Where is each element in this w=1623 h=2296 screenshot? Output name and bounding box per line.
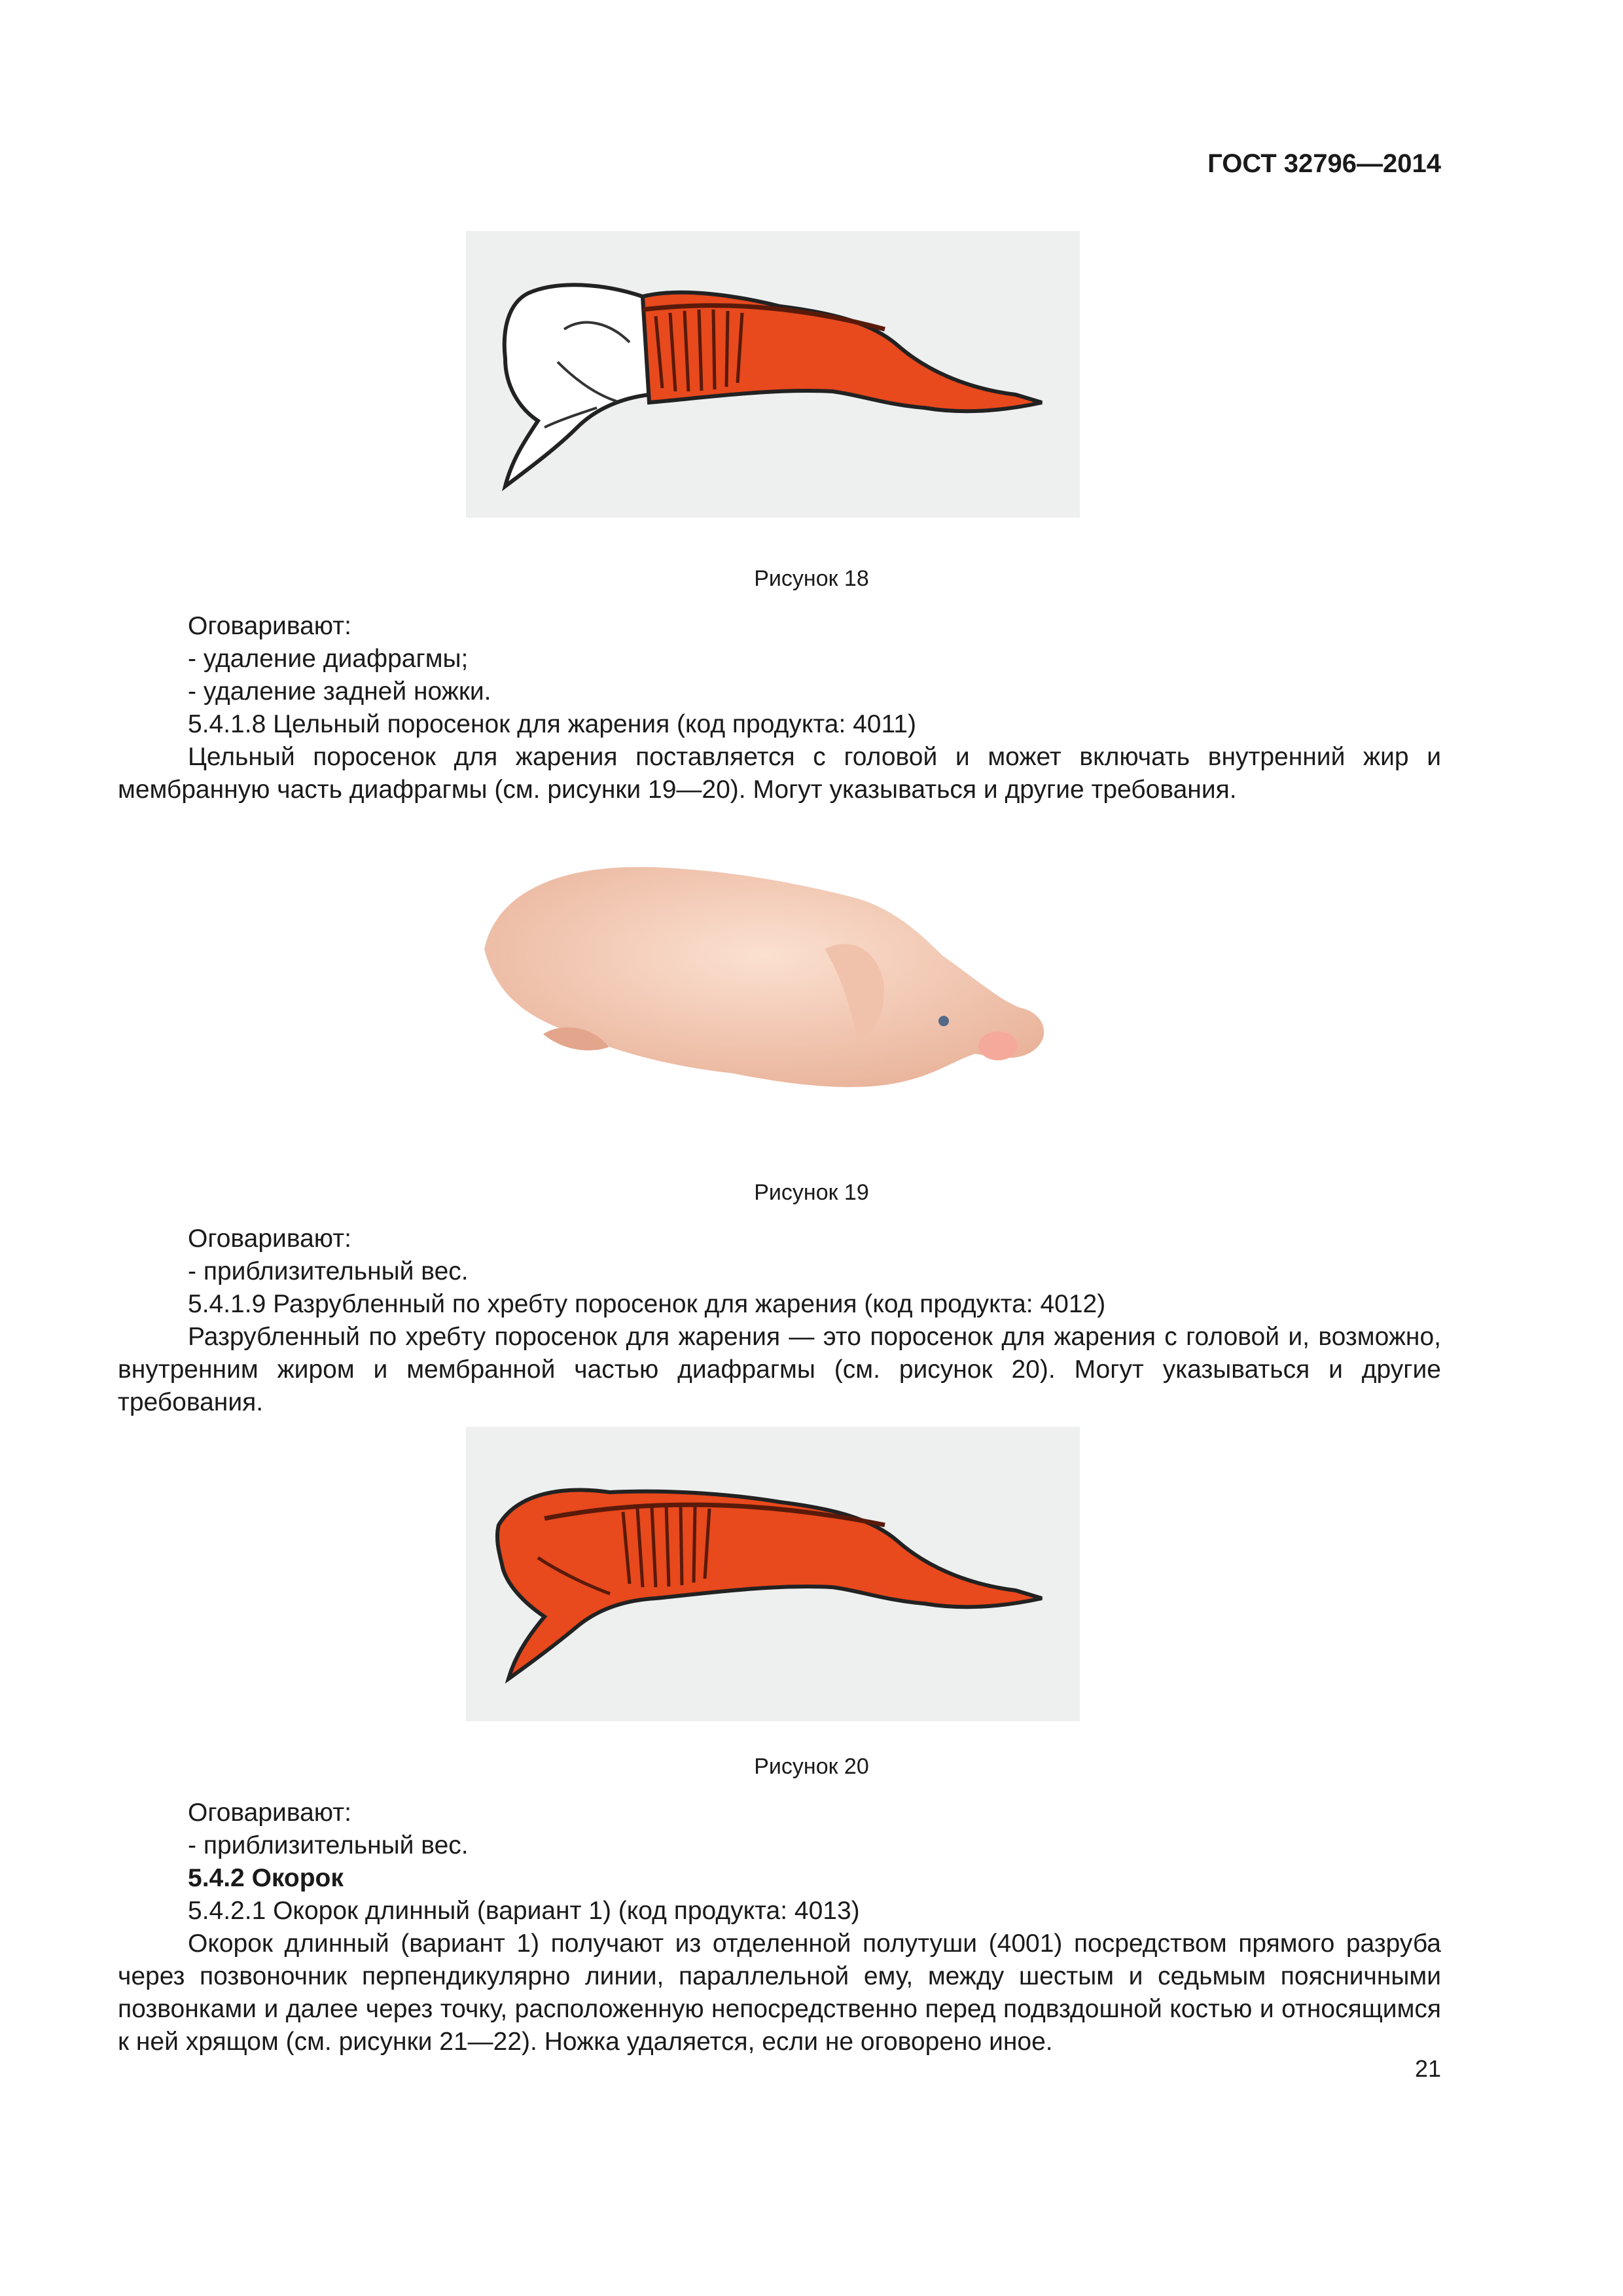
body-paragraph: Цельный поросенок для жарения поставляется с головой и может включать внутренний жир и мембранную часть диафрагмы (см. рисунки 19—20). Могут указываться и другие требования. (118, 743, 1441, 804)
subsection-heading: 5.4.2.1 Окорок длинный (вариант 1) (код продукта: 4013) (188, 1897, 860, 1925)
section-heading: 5.4.2 Окорок (188, 1864, 344, 1892)
figure-18-image (466, 231, 1080, 518)
carcass-diagram-full-orange (466, 1427, 1080, 1721)
list-item: - удаление диафрагмы; (188, 645, 469, 673)
figure-19-image (458, 838, 1086, 1139)
document-header-id: ГОСТ 32796—2014 (1207, 149, 1441, 178)
specify-label: Оговаривают: (188, 1799, 351, 1827)
body-paragraph: Разрубленный по хребту поросенок для жарения — это поросенок для жарения с головой и, возможно, внутренним жиром и мембранной частью диафрагмы (см. рисунок 20). Могут указываться и другие требования. (118, 1323, 1441, 1416)
figure-19-caption: Рисунок 19 (754, 1180, 869, 1205)
list-item: - приблизительный вес. (188, 1257, 469, 1285)
figure-20-image (466, 1427, 1080, 1721)
list-item: - удаление задней ножки. (188, 677, 491, 706)
page-number: 21 (1414, 2055, 1441, 2082)
subsection-heading: 5.4.1.9 Разрубленный по хребту поросенок для жарения (код продукта: 4012) (188, 1290, 1106, 1318)
list-item: - приблизительный вес. (188, 1831, 469, 1859)
figure-20-caption: Рисунок 20 (754, 1754, 869, 1779)
body-paragraph: Окорок длинный (вариант 1) получают из отделенной полутуши (4001) посредством прямого разруба через позвоночник перпендикулярно линии, параллельной ему, между шестым и седьмым поясничными позвонками и далее через точку, расположенную непосредственно перед подвздошной костью и относящимся к ней хрящом (см. рисунки 21—22). Ножка удаляется, если не оговорено иное. (118, 1929, 1441, 2056)
whole-piglet-photo (458, 838, 1086, 1139)
specify-label: Оговаривают: (188, 1225, 351, 1253)
carcass-diagram-front-white (466, 231, 1080, 518)
subsection-heading: 5.4.1.8 Цельный поросенок для жарения (код продукта: 4011) (188, 710, 916, 738)
specify-label: Оговаривают: (188, 612, 351, 640)
figure-18-caption: Рисунок 18 (754, 566, 869, 591)
